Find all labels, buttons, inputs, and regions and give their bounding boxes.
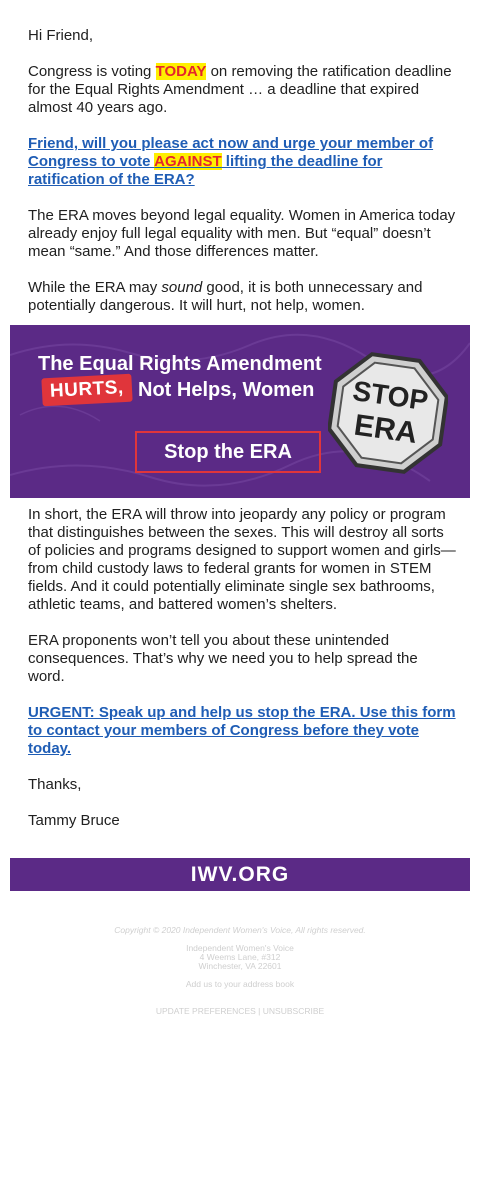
update-preferences-link[interactable]: UPDATE PREFERENCES bbox=[155, 1006, 256, 1016]
intro-text-before: Congress is voting bbox=[28, 63, 156, 80]
stop-sign-icon bbox=[328, 333, 448, 493]
copyright-notice: Copyright © 2020 Independent Women's Voice, All rights reserved. bbox=[114, 925, 366, 935]
sign-top-text: STOP bbox=[350, 375, 431, 417]
signature: Tammy Bruce bbox=[28, 812, 120, 829]
banner-headline: The Equal Rights Amendment bbox=[38, 353, 322, 375]
legal-equality-paragraph: The ERA moves beyond legal equality. Women in America today already enjoy full legal equality with men. But “equal” doesn’t mean “same.” And those differences matter. bbox=[28, 207, 456, 260]
p3-text-after: good, it is both unnecessary and potentially dangerous. It will hurt, not help, women. bbox=[28, 279, 423, 314]
email-body-continued bbox=[28, 506, 458, 848]
cta-paragraph-1 bbox=[28, 135, 458, 189]
p3-italic: sound bbox=[161, 279, 203, 296]
intro-text-after: on removing the ratification deadline for the Equal Rights Amendment … a deadline that expired almost 40 years ago. bbox=[28, 63, 452, 116]
jeopardy-paragraph: In short, the ERA will throw into jeopardy any policy or program that distinguishes between the sexes. This will destroy all sorts of policies and programs designed to support women and girls—from child custody laws to federal grants for women in STEM fields. And it could potentially eliminate single sex bathrooms, athletic teams, and battered women’s shelters. bbox=[28, 506, 456, 613]
intro-paragraph bbox=[28, 63, 458, 117]
cta-paragraph-2 bbox=[28, 704, 458, 758]
hurts-badge: HURTS, bbox=[41, 374, 132, 407]
link-separator: | bbox=[258, 1006, 261, 1016]
p3-text-before: While the ERA may bbox=[28, 279, 162, 296]
address-book-link[interactable]: Add us to your address book bbox=[185, 979, 295, 989]
cta1-text-after: lifting the deadline for ratification of the ERA? bbox=[28, 153, 383, 188]
email-body bbox=[28, 27, 458, 333]
cta1-text-before: Friend, will you please act now and urge your member of Congress to vote bbox=[28, 135, 434, 170]
stop-era-button[interactable]: Stop the ERA bbox=[135, 431, 321, 473]
iwv-footer-link[interactable]: IWV.ORG bbox=[10, 858, 470, 891]
stop-era-banner[interactable] bbox=[10, 325, 470, 498]
urge-congress-link[interactable] bbox=[28, 135, 433, 188]
today-highlight: TODAY bbox=[155, 63, 207, 80]
proponents-paragraph: ERA proponents won’t tell you about these unintended consequences. That’s why we need you to help spread the word. bbox=[28, 632, 418, 685]
org-name: Independent Women's Voice bbox=[186, 943, 294, 953]
urgent-contact-link[interactable]: URGENT: Speak up and help us stop the ERA. Use this form to contact your members of Congress before they vote today. bbox=[28, 704, 456, 757]
thanks-text: Thanks, bbox=[28, 776, 82, 793]
address-line-2: Winchester, VA 22601 bbox=[198, 961, 282, 971]
mailing-address bbox=[0, 944, 480, 971]
address-line-1: 4 Weems Lane, #312 bbox=[199, 952, 281, 962]
footer-links bbox=[0, 1007, 480, 1016]
sign-bottom-text: ERA bbox=[352, 408, 420, 451]
unsubscribe-link[interactable]: UNSUBSCRIBE bbox=[262, 1006, 325, 1016]
greeting: Hi Friend, bbox=[28, 27, 94, 44]
unnecessary-paragraph bbox=[28, 279, 458, 315]
address-book-row bbox=[0, 980, 480, 989]
banner-subline: Not Helps, Women bbox=[138, 379, 315, 401]
against-highlight: AGAINST bbox=[154, 153, 222, 170]
